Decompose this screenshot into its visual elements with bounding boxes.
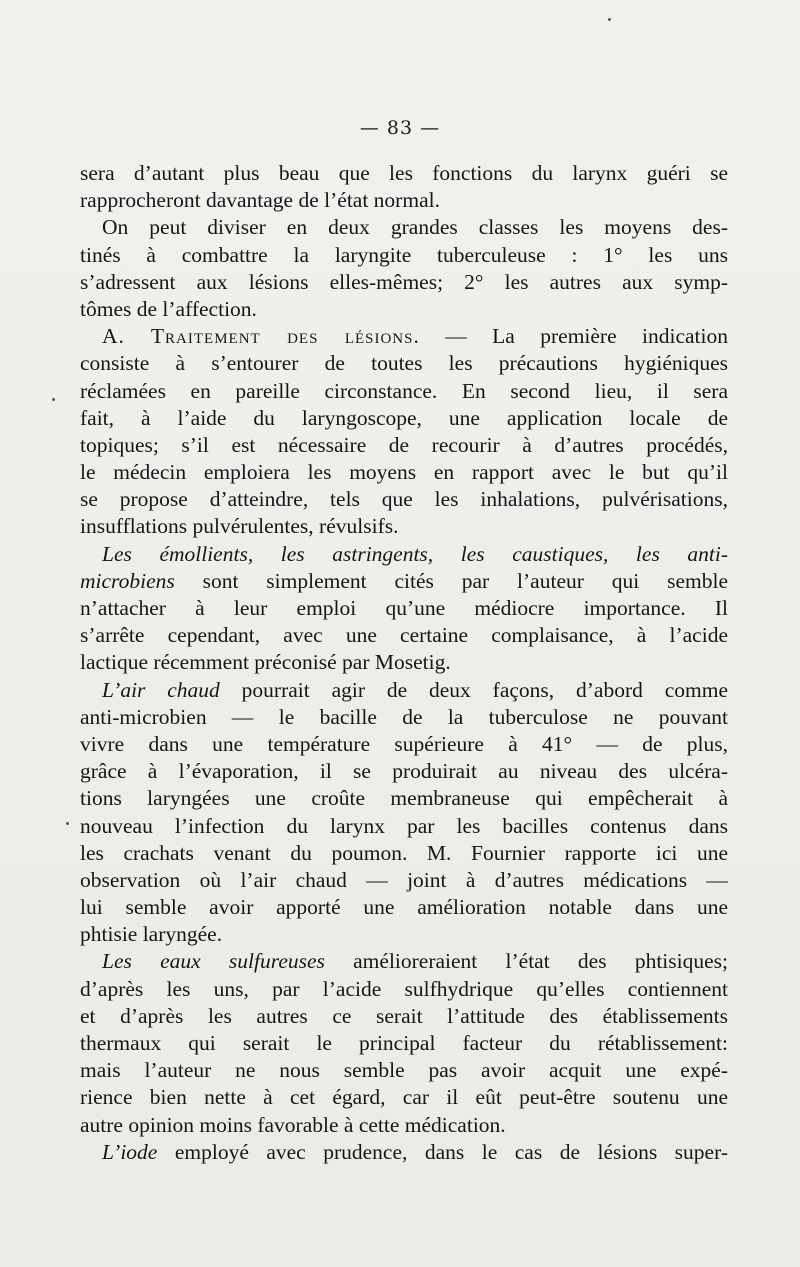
text-line: fait, à l’aide du laryngoscope, une application locale de (80, 405, 728, 430)
text-line: se propose d’atteindre, tels que les inhalations, pulvérisations, (80, 487, 728, 512)
text-line: d’après les uns, par l’acide sulfhydrique qu’elles contiennent (80, 976, 728, 1001)
text-line: rapprocheront davantage de l’état normal. (80, 188, 440, 213)
text-line: s’adressent aux lésions elles-mêmes; 2° les autres aux symp- (80, 269, 728, 294)
text-fragment: amélioreraient l’état des phtisiques; (324, 949, 728, 974)
text-line-italic (80, 541, 728, 568)
page-number: — 83 — (359, 117, 441, 139)
text-line: sera d’autant plus beau que les fonctions du larynx guéri se (80, 161, 728, 185)
italic-text: L’iode (102, 1139, 158, 1164)
text-line: On peut diviser en deux grandes classes les moyens des- (102, 215, 728, 240)
text-line: les crachats venant du poumon. M. Fournier rapporte ici une (80, 840, 728, 865)
print-speck (52, 398, 55, 401)
body-text (80, 160, 728, 1166)
italic-text: L’air chaud (102, 677, 220, 702)
text-line: lactique récemment préconisé par Mosetig. (80, 650, 451, 675)
text-fragment: pourrait agir de deux façons, d’abord comme (219, 677, 729, 702)
text-line: vivre dans une température supérieure à 41° — de plus, (80, 731, 728, 756)
text-line (80, 1139, 728, 1166)
text-line: observation où l’air chaud — joint à d’autres médications — (80, 867, 728, 892)
text-line: anti-microbien — le bacille de la tuberculose ne pouvant (80, 704, 728, 729)
text-line: nouveau l’infection du larynx par les bacilles contenus dans (80, 813, 728, 838)
text-line (80, 568, 728, 595)
text-line: réclamées en pareille circonstance. En second lieu, il sera (80, 378, 728, 403)
text-fragment: employé avec prudence, dans le cas de lésions super- (157, 1139, 728, 1164)
text-line: tômes de l’affection. (80, 296, 257, 321)
section-heading: A. Traitement des lésions. (102, 324, 420, 349)
print-speck (608, 18, 611, 21)
section-heading-line (80, 323, 728, 350)
text-fragment: — La première indication (445, 324, 729, 349)
text-line: tions laryngées une croûte membraneuse qui empêcherait à (80, 786, 728, 811)
text-line: topiques; s’il est nécessaire de recourir à d’autres procédés, (80, 432, 728, 457)
text-line: autre opinion moins favorable à cette médication. (80, 1112, 506, 1137)
text-line: s’arrête cependant, avec une certaine complaisance, à l’acide (80, 623, 728, 648)
italic-text: microbiens (80, 568, 175, 593)
text-line: grâce à l’évaporation, il se produirait au niveau des ulcéra- (80, 759, 728, 784)
text-line: insufflations pulvérulentes, révulsifs. (80, 514, 399, 539)
text-line (80, 948, 728, 975)
text-line (80, 677, 728, 704)
text-line: lui semble avoir apporté une amélioration notable dans une (80, 895, 728, 920)
text-line: rience bien nette à cet égard, car il eût peut-être soutenu une (80, 1085, 728, 1110)
text-fragment: sont simplement cités par l’auteur qui semble (174, 568, 728, 593)
text-line: n’attacher à leur emploi qu’une médiocre importance. Il (80, 596, 728, 620)
text-line: le médecin emploiera les moyens en rapport avec le but qu’il (80, 460, 728, 485)
italic-text: Les émollients, les astringents, les caustiques, les anti- (102, 541, 728, 566)
text-line: tinés à combattre la laryngite tuberculeuse : 1° les uns (80, 242, 728, 267)
text-line: phtisie laryngée. (80, 922, 223, 947)
text-line: et d’après les autres ce serait l’attitude des établissements (80, 1003, 728, 1028)
text-line: consiste à s’entourer de toutes les précautions hygiéniques (80, 351, 728, 376)
text-line: mais l’auteur ne nous semble pas avoir acquit une expé- (80, 1058, 728, 1083)
text-line: thermaux qui serait le principal facteur du rétablissement: (80, 1031, 728, 1055)
italic-text: Les eaux sulfureuses (102, 949, 325, 974)
print-speck (66, 822, 69, 825)
